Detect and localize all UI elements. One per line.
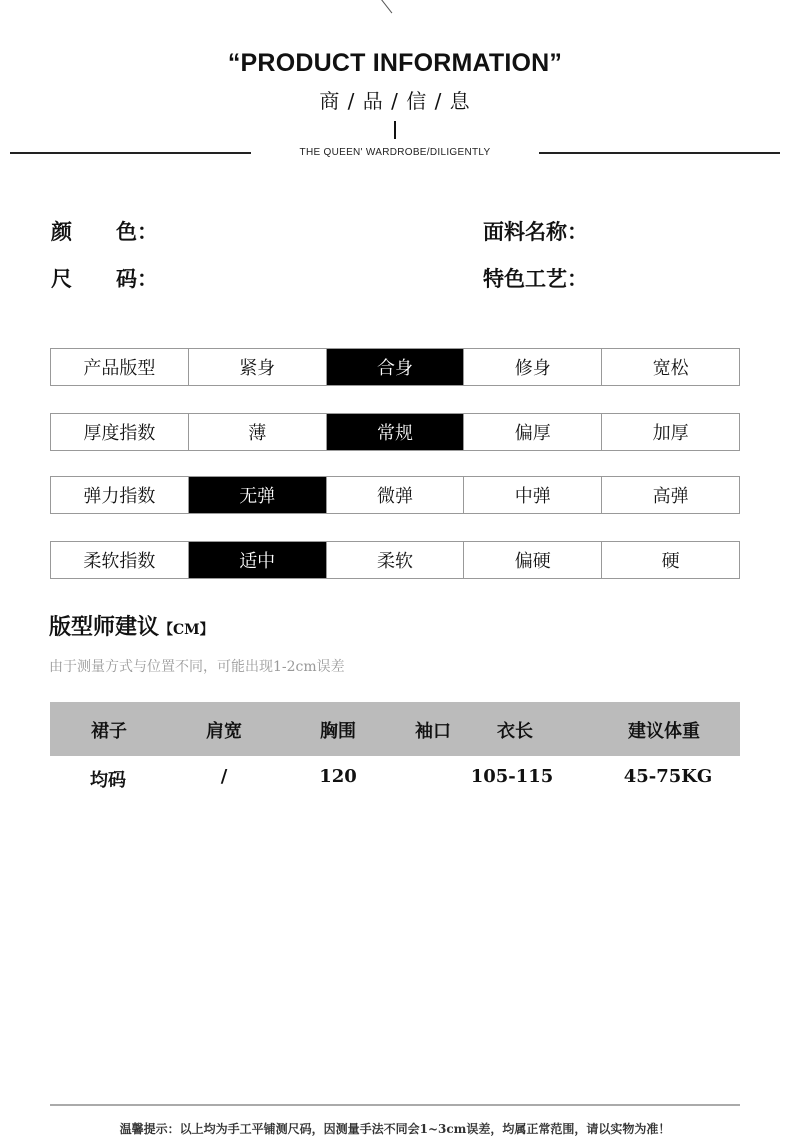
measurement-note: 由于测量方式与位置不同，可能出现1-2cm误差 [49,659,345,675]
attr-option-selected: 适中 [188,542,326,578]
brand-tagline: THE QUEEN' WARDROBE/DILIGENTLY [299,147,491,158]
attr-option: 薄 [188,414,326,450]
attr-name: 产品版型 [83,358,156,379]
attr-option: 微弹 [326,477,464,513]
attr-option: 中弹 [463,477,601,513]
attr-row-thickness [50,413,740,451]
size-table-cell: 120 [319,766,357,787]
size-table-header-cell: 胸围 [320,721,356,742]
color-label [51,216,158,246]
size-table-cell: / [220,766,228,787]
attr-option: 硬 [601,542,739,578]
attr-option-selected: 常规 [326,414,464,450]
page-title: “PRODUCT INFORMATION” [227,49,563,77]
attr-option: 偏硬 [463,542,601,578]
size-advice-title [49,610,214,641]
size-table-header-cell: 衣长 [497,721,533,742]
craft-label: 特色工艺： [483,267,588,291]
size-table-header-cell: 建议体重 [628,721,700,742]
fabric-name-label: 面料名称： [483,220,588,244]
footer-divider [50,1104,740,1106]
attr-row-softness [50,541,740,579]
size-table-cell: 均码 [90,770,126,791]
footer-tip: 温馨提示：以上均为手工平铺测尺码，因测量手法不同会1~3cm误差，均属正常范围，请以实物为准！ [119,1122,671,1136]
size-table-header-cell: 裙子 [91,721,127,742]
size-table-header-cell: 袖口 [415,721,451,742]
size-table-cell: 45-75KG [623,766,713,787]
size-label-char-1: 尺 [51,267,72,291]
attr-option-selected: 合身 [326,349,464,385]
attr-option: 宽松 [601,349,739,385]
color-label-char-1: 颜 [51,220,72,244]
size-label [51,263,158,293]
color-label-char-2: 色： [116,220,158,244]
attr-option: 高弹 [601,477,739,513]
size-table-header-cell: 肩宽 [206,721,242,742]
attr-name: 厚度指数 [83,423,156,444]
size-advice-unit: 【CM】 [159,622,214,638]
attr-option: 加厚 [601,414,739,450]
attr-option: 偏厚 [463,414,601,450]
size-label-char-2: 码： [116,267,158,291]
attr-option-selected: 无弹 [188,477,326,513]
attr-option: 修身 [463,349,601,385]
attr-option: 柔软 [326,542,464,578]
attr-name: 柔软指数 [83,551,156,572]
page-subtitle: 商 / 品 / 信 / 息 [319,89,471,113]
attr-option: 紧身 [188,349,326,385]
attr-row-fit [50,348,740,386]
decorative-slash [378,0,392,13]
attr-name: 弹力指数 [83,486,156,507]
size-advice-title-text: 版型师建议 [49,614,160,640]
attr-row-elasticity [50,476,740,514]
size-table-cell: 105-115 [470,766,554,787]
title-divider-bar [394,121,396,139]
